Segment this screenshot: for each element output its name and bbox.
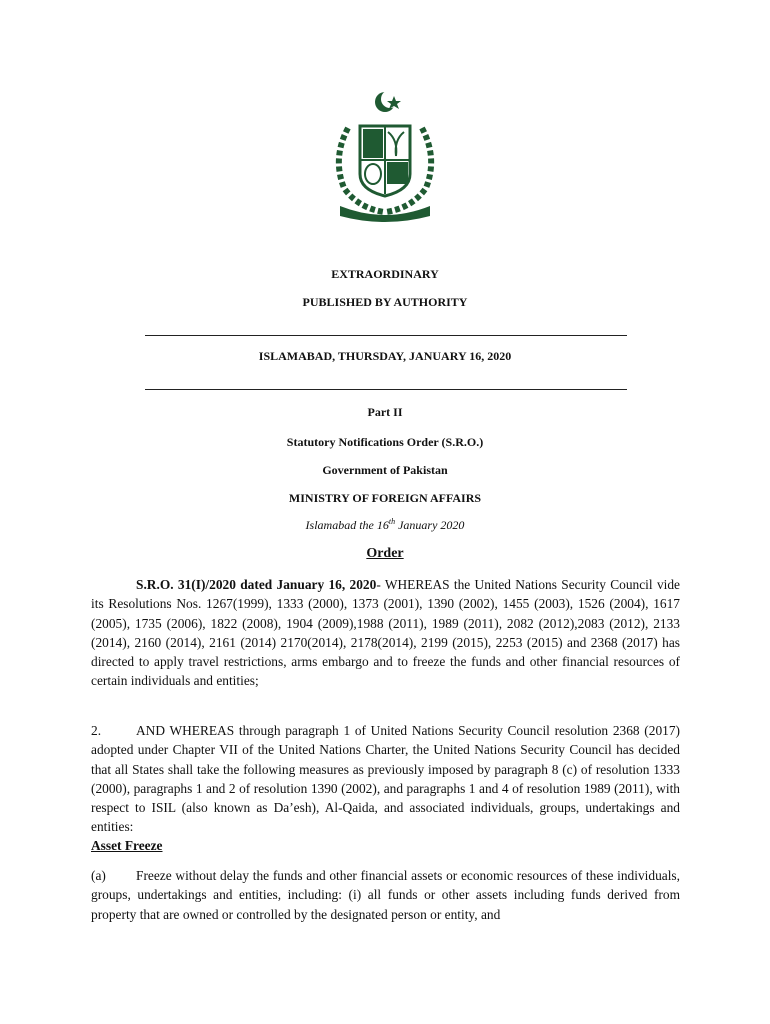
paragraph-1: S.R.O. 31(I)/2020 dated January 16, 2020- WHEREAS the United Nations Security Council vide its Resolutions Nos. 1267(1999), 1333 (2000), 1373 (2001), 1390 (2002), 1455 (2003), 1526 (2004), 1617 (2005), 1735 (2006), 1822 (2008), 1904 (2009),1988 (2011), 1989 (2011), 2082 (2012),2083 (2012), 2133 (2014), 2160 (2014), 2161 (2014) 2170(2014), 2178(2014), 2199 (2015), 2253 (2015) and 2368 (2017) has directed to apply travel restrictions, arms embargo and to freeze the funds and other financial resources of certain individuals and entities;: [91, 577, 680, 689]
order-title: Order: [366, 546, 404, 561]
divider-bottom: [145, 389, 627, 390]
sro-title: Statutory Notifications Order (S.R.O.): [286, 435, 484, 449]
dateline: ISLAMABAD, THURSDAY, JANUARY 16, 2020: [258, 349, 512, 363]
place-date: Islamabad the 16th January 2020: [305, 517, 465, 532]
asset-freeze-heading: Asset Freeze: [91, 838, 163, 853]
published-by-authority-label: PUBLISHED BY AUTHORITY: [302, 295, 468, 309]
extraordinary-label: EXTRAORDINARY: [331, 267, 439, 281]
government-label: Government of Pakistan: [322, 463, 448, 477]
paragraph-2: 2. AND WHEREAS through paragraph 1 of United Nations Security Council resolution 2368 (2017) adopted under Chapter VII of the United Nations Charter, the United Nations Security Council has decided that all States shall take the following measures as previously imposed by paragraph 8 (c) of resolution 1333 (2000), paragraphs 1 and 2 of resolution 1390 (2002), and paragraphs 1 and 4 of resolution 1989 (2011), with respect to ISIL (also known as Da’esh), Al-Qaida, and associated individuals, groups, undertakings and entities:: [91, 723, 680, 835]
ministry-label: MINISTRY OF FOREIGN AFFAIRS: [288, 491, 482, 505]
sro-reference: S.R.O. 31(I)/2020 dated January 16, 2020: [136, 577, 377, 592]
part-label: Part II: [367, 405, 403, 419]
paragraph-asset-freeze-a: (a) Freeze without delay the funds and other financial assets or economic resources of these individuals, groups, undertakings and entities, including: (i) all funds or other assets including funds derived from property that are owned or controlled by the designated person or entity, and: [91, 868, 680, 922]
state-emblem-icon: [326, 88, 444, 228]
divider-top: [145, 335, 627, 336]
